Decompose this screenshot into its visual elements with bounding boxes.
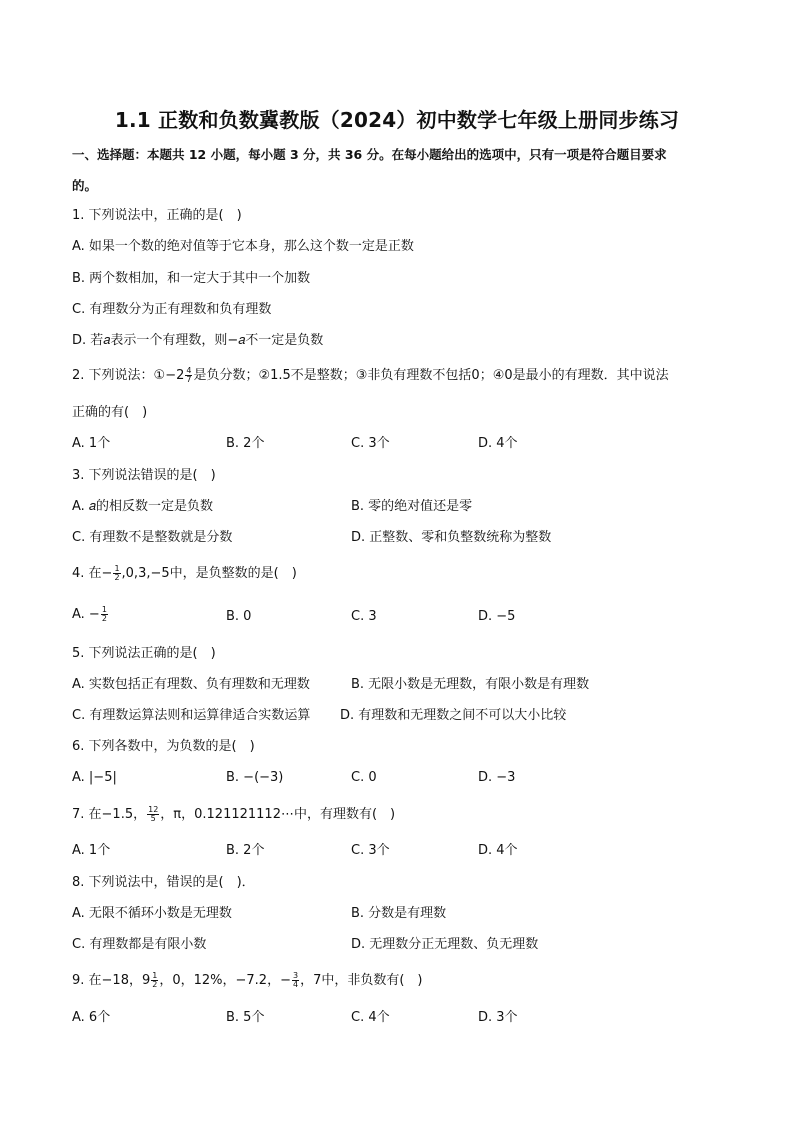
- question-2-stem-pre: 2. 下列说法：①−2: [72, 368, 185, 383]
- question-7-stem-post: ，π，0.121121112⋯中，有理数有( ): [160, 807, 396, 822]
- question-9-option-d: D. 3个: [478, 1010, 518, 1025]
- question-9-stem-mid: ，0，12%，−7.2，−: [159, 973, 291, 988]
- question-6-option-c: C. 0: [351, 770, 377, 785]
- question-7-stem-pre: 7. 在−1.5，: [72, 807, 147, 822]
- question-4-option-d: D. −5: [478, 609, 516, 624]
- question-2-option-c: C. 3个: [351, 436, 390, 451]
- section-instructions-line2: 的。: [72, 178, 98, 193]
- question-7-fraction: [147, 806, 159, 823]
- question-3-option-c: C. 有理数不是整数就是分数: [72, 530, 233, 545]
- option-a-fraction: [101, 606, 108, 623]
- fraction-numerator: 4: [186, 366, 192, 375]
- question-9-option-b: B. 5个: [226, 1010, 265, 1025]
- question-3-stem: 3. 下列说法错误的是( ): [72, 468, 216, 483]
- question-6-stem: 6. 下列各数中，为负数的是( ): [72, 739, 255, 754]
- question-9-fraction-2: [292, 972, 299, 989]
- fraction-denominator: 4: [292, 980, 299, 989]
- question-7-stem: [72, 806, 395, 824]
- question-1-option-c: C. 有理数分为正有理数和负有理数: [72, 302, 272, 317]
- question-7-option-a: A. 1个: [72, 843, 111, 858]
- question-6-option-a: A. |−5|: [72, 770, 117, 785]
- question-4-option-a: [72, 606, 109, 624]
- question-4-option-c: C. 3: [351, 609, 377, 624]
- question-9-fraction-1: [151, 972, 158, 989]
- question-7-option-c: C. 3个: [351, 843, 390, 858]
- question-3-option-a: A. 𝑎的相反数一定是负数: [72, 499, 213, 514]
- question-1-option-d: D. 若𝑎表示一个有理数，则−𝑎不一定是负数: [72, 333, 324, 348]
- question-8-option-c: C. 有理数都是有限小数: [72, 937, 207, 952]
- question-9-stem-pre: 9. 在−18，9: [72, 973, 151, 988]
- section-instructions-line1: 一、选择题：本题共 12 小题，每小题 3 分，共 36 分。在每小题给出的选项中，只有一项是符合题目要求: [72, 147, 667, 162]
- question-5-option-d: D. 有理数和无理数之间不可以大小比较: [340, 708, 567, 723]
- question-8-option-a: A. 无限不循环小数是无理数: [72, 906, 232, 921]
- question-4-fraction: [113, 565, 120, 582]
- page-title: 1.1 正数和负数冀教版（2024）初中数学七年级上册同步练习: [114, 108, 680, 132]
- question-8-option-b: B. 分数是有理数: [351, 906, 447, 921]
- question-2-fraction: [185, 367, 192, 384]
- question-7-option-b: B. 2个: [226, 843, 265, 858]
- question-7-option-d: D. 4个: [478, 843, 518, 858]
- question-5-option-a: A. 实数包括正有理数、负有理数和无理数: [72, 677, 310, 692]
- option-a-prefix: A. −: [72, 607, 100, 622]
- fraction-numerator: 1: [152, 971, 158, 980]
- question-4-stem-post: ,0,3,−5中，是负整数的是( ): [121, 566, 297, 581]
- question-1-option-a: A. 如果一个数的绝对值等于它本身，那么这个数一定是正数: [72, 239, 414, 254]
- fraction-denominator: 2: [101, 614, 107, 623]
- question-8-stem: 8. 下列说法中，错误的是( )．: [72, 875, 255, 890]
- fraction-numerator: 12: [148, 805, 159, 814]
- question-9-stem: [72, 972, 423, 990]
- question-5-option-b: B. 无限小数是无理数，有限小数是有理数: [351, 677, 590, 692]
- question-9-stem-post: ，7中，非负数有( ): [300, 973, 423, 988]
- fraction-numerator: 1: [114, 564, 120, 573]
- question-2-stem-post: 是负分数；②1.5不是整数；③非负有理数不包括0；④0是最小的有理数．其中说法: [193, 368, 669, 383]
- question-2-stem-line2: 正确的有( ): [72, 405, 148, 420]
- fraction-denominator: 5: [150, 814, 156, 823]
- question-2-option-b: B. 2个: [226, 436, 265, 451]
- question-8-option-d: D. 无理数分正无理数、负无理数: [351, 937, 539, 952]
- fraction-numerator: 1: [101, 605, 107, 614]
- question-2-option-d: D. 4个: [478, 436, 518, 451]
- question-3-option-b: B. 零的绝对值还是零: [351, 499, 473, 514]
- fraction-denominator: 2: [114, 573, 120, 582]
- question-2-stem: [72, 367, 669, 385]
- fraction-numerator: 3: [292, 971, 299, 980]
- question-1-stem: 1. 下列说法中，正确的是( ): [72, 208, 242, 223]
- question-1-option-b: B. 两个数相加，和一定大于其中一个加数: [72, 271, 311, 286]
- question-3-option-d: D. 正整数、零和负整数统称为整数: [351, 530, 552, 545]
- question-9-option-c: C. 4个: [351, 1010, 390, 1025]
- fraction-denominator: 2: [152, 980, 158, 989]
- fraction-denominator: 7: [186, 375, 192, 384]
- question-2-option-a: A. 1个: [72, 436, 111, 451]
- question-9-option-a: A. 6个: [72, 1010, 111, 1025]
- question-6-option-d: D. −3: [478, 770, 516, 785]
- question-4-stem: [72, 565, 297, 583]
- question-5-stem: 5. 下列说法正确的是( ): [72, 646, 216, 661]
- question-5-option-c: C. 有理数运算法则和运算律适合实数运算: [72, 708, 311, 723]
- question-6-option-b: B. −(−3): [226, 770, 284, 785]
- question-4-stem-pre: 4. 在−: [72, 566, 113, 581]
- question-4-option-b: B. 0: [226, 609, 252, 624]
